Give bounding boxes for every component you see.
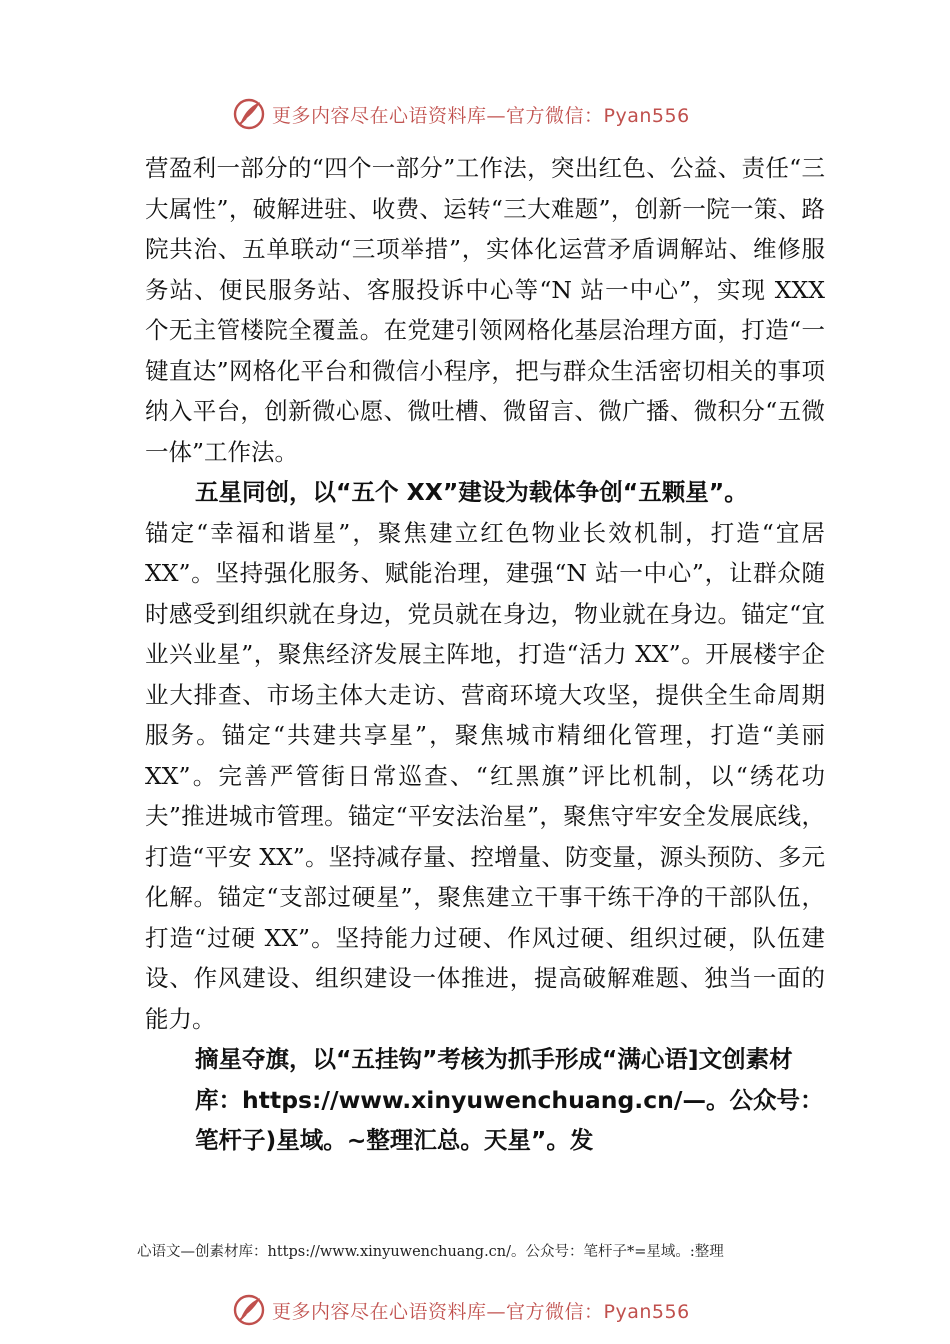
section-heading-star-picking: 摘星夺旗，以“五挂钩”考核为抓手形成“满心语]文创素材库：https://www.xinyuwenchuang.cn/—。公众号：笔杆子)星域。~整理汇总。天星”。发 <box>195 1045 824 1154</box>
section-heading-five-stars: 五星同创，以“五个 XX”建设为载体争创“五颗星”。 <box>195 478 748 506</box>
paragraph-1: 营盈利一部分的“四个一部分”工作法，突出红色、公益、责任“三大属性”，破解进驻、收费、运转“三大难题”，创新一院一策、路院共治、五单联动“三项举措”，实体化运营矛盾调解站、维修服务站、便民服务站、客服投诉中心等“N 站一中心”，实现 XXX 个无主管楼院全覆盖。在党建引领网格化基层治理方面，打造“一键直达”网格化平台和微信小程序，把与群众生活密切相关的事项纳入平台，创新微心愿、微吐槽、微留言、微广播、微积分“五微一体”工作法。 <box>145 154 825 466</box>
watermark-text: 更多内容尽在心语资料库—官方微信： <box>272 1300 604 1323</box>
quill-logo-icon <box>232 97 266 131</box>
footer-note: 心语文—创素材库：https://www.xinyuwenchuang.cn/。公众号：笔杆子*=星域。:整理 <box>137 1244 724 1260</box>
document-body <box>145 148 825 1161</box>
watermark-banner-bottom <box>232 1292 690 1328</box>
watermark-banner-top <box>232 96 690 132</box>
paragraph-2: 锚定“幸福和谐星”，聚焦建立红色物业长效机制，打造“宜居 XX”。坚持强化服务、赋能治理，建强“N 站一中心”，让群众随时感受到组织就在身边，党员就在身边，物业就在身边。锚定“宜业兴业星”，聚焦经济发展主阵地，打造“活力 XX”。开展楼宇企业大排查、市场主体大走访、营商环境大攻坚，提供全生命周期服务。锚定“共建共享星”，聚焦城市精细化管理，打造“美丽 XX”。完善严管街日常巡查、“红黑旗”评比机制，以“绣花功夫”推进城市管理。锚定“平安法治星”，聚焦守牢安全发展底线，打造“平安 XX”。坚持减存量、控增量、防变量，源头预防、多元化解。锚定“支部过硬星”，聚焦建立干事干练干净的干部队伍，打造“过硬 XX”。坚持能力过硬、作风过硬、组织过硬，队伍建设、作风建设、组织建设一体推进，提高破解难题、独当一面的能力。 <box>145 518 825 1033</box>
watermark-text: 更多内容尽在心语资料库—官方微信： <box>272 104 604 127</box>
quill-logo-icon <box>232 1293 266 1327</box>
wechat-id: Pyan556 <box>603 104 690 127</box>
wechat-id: Pyan556 <box>603 1300 690 1323</box>
